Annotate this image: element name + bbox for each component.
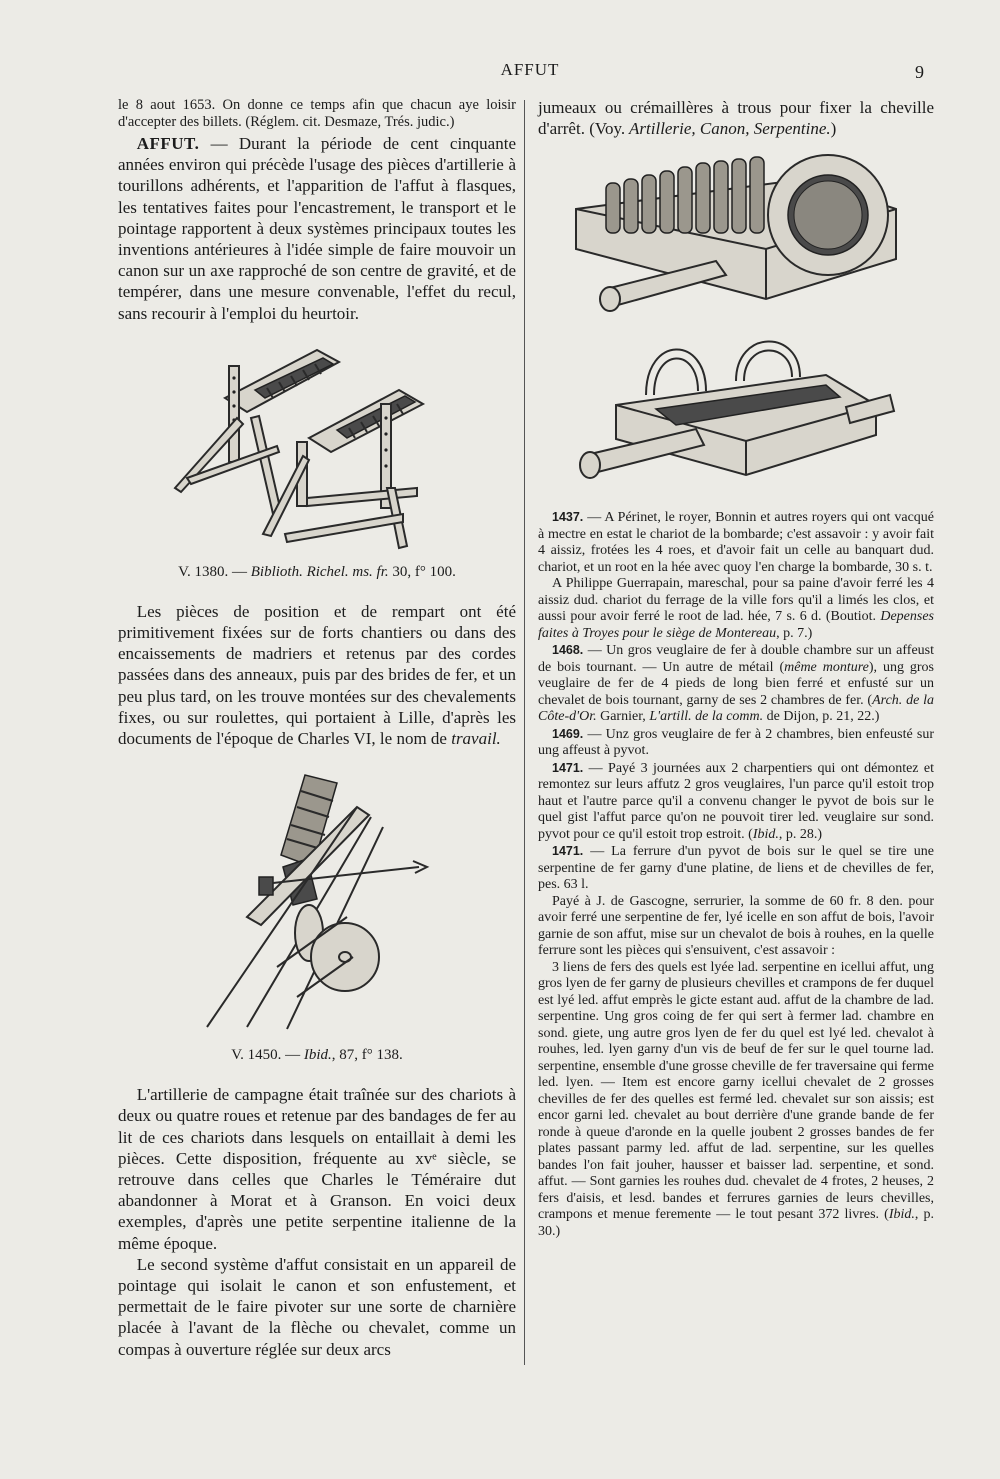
figure-2-caption: V. 1450. — Ibid., 87, f° 138. xyxy=(231,1047,403,1064)
barrel-rings xyxy=(606,157,764,233)
figure-1380 xyxy=(167,338,467,560)
entry-1437-cont: A Philippe Guerrapain, mareschal, pour sa paine d'avoir ferré les 4 aissiz dud. chariot du ferrage de la ville fors qu'il a limés les clos, et aussi pour avoir ferré le root de lad. hée, 7 s. 6 d. (Boutiot. Depenses faites à Troyes pour le siège de Montereau, p. 7.) xyxy=(538,576,934,641)
figure-serpentine-cradle xyxy=(566,149,906,325)
left-column xyxy=(118,97,516,1360)
rampart-paragraph: Les pièces de position et de rempart ont été primitivement fixées sur de forts chantiers ou dans des encaissements de madriers et retenus par des cordes passées dans des anneaux, puis par des brides de fer, et un peu plus tard, on les trouve montées sur des chevalements fixes, ou sur roulettes, qui portaient à Lille, d'après les documents de l'époque de Charles VI, le nom de travail. xyxy=(118,601,516,749)
intro-text: le 8 aout 1653. On donne ce temps afin que chacun aye loisir d'accepter des billets. (Réglem. cit. Desmaze, Trés. judic.) xyxy=(118,97,516,130)
entry-ferrure-list: 3 liens de fers des quels est lyée lad. serpentine en icellui affut, ung gros lyen de fer garny de plusieurs chevilles et crampons de fer duquel est lyé led. affut emprès le gicte estant aud. affut de la chambre de lad. serpentine. Ung gros coing de fer qui sert à fermer lad. chambre en sond. giete, ung autre gros lyen de fer du quel est lyé led. chevalot à rouhes, led. lyen garny d'un vis de beuf de fer sur le quel tourne lad. serpentine, ensemble d'une grosse cheville de fer traversaine qui ferme led. lyen. — Item est encore garny icellui chevalet de 2 grosses chevilles de fer des quelles est fermé led. chevalet sur son aissis; est encor garni led. chevalet au bout derrière d'une grande bande de fer ronde à queue d'aronde en la quelle joubent 2 grosses bandes de fer plates passant parmy led. affut de lad. serpentine, sur les quelles bandes l'on fait jouher, hausser et baisser lad. serpentine, et sond. affut. — Sont garnies les rouhes dud. chevalet de 4 frotes, 2 heuses, 2 fers d'aisis, et lesd. bandes et ferrures garnies de leurs chevilles, crampons et menue feremente — le tout pesant 372 livres. (Ibid., p. 30.) xyxy=(538,959,934,1239)
campaign-paragraph: L'artillerie de campagne était traînée sur des chariots à deux ou quatre roues et retenue par des bandages de fer au lit de ces chariots dans lesquels on entaillait à demi les pièces. Cette disposition, fréquente au xvᵉ siècle, se retrouve dans celles que Charles le Téméraire dut abandonner à Morat et à Granson. En voici deux exemples, d'après une petite serpentine italienne de la même époque. xyxy=(118,1085,516,1253)
entry-1437: 1437. — A Périnet, le royer, Bonnin et autres royers qui ont vacqué à mectre en estat le chariot de la bombarde; c'est assavoir : y avoir fait 4 aissiz, frotées les 4 roes, et d'avoir fait un celle au banquart dud. chariot, et un root en la hée avec quoy l'en charge la bombarde, 30 s. t. xyxy=(538,510,934,575)
figure-1450 xyxy=(187,767,447,1035)
entry-1469: 1469. — Unz gros veuglaire de fer à 2 chambres, bien enfeusté sur ung affeust à pyvot. xyxy=(538,726,934,759)
second-system-paragraph: Le second système d'affut consistait en un appareil de pointage qui isolait le canon et son enfustement, et permettait de le faire pivoter sur une sorte de charnière placée à l'avant de la flèche ou chevalet, comme un compas à ouverture réglée sur deux arcs xyxy=(118,1254,516,1359)
headword: AFFUT. xyxy=(136,134,200,153)
right-column xyxy=(538,97,934,1240)
entry-1471-b: 1471. — La ferrure d'un pyvot de bois sur le quel se tire une serpentine de fer garny d'une platine, de liens et de chevilles de fer, pes. 63 l. xyxy=(538,844,934,893)
figure-serpentine-bed xyxy=(576,335,896,495)
spacer xyxy=(538,495,934,509)
affut-paragraph: AFFUT. — Durant la période de cent cinquante années environ qui précède l'usage des pièces d'artillerie à tourillons adhérents, et l'apparition de l'affut à flasques, les tentatives faites pour l'encastrement, le transport et le pointage rapportent à deux systèmes principaux toutes les inventions antérieures à l'idée simple de faire mouvoir un canon sur un axe rapproché de son centre de gravité, et de tempérer, dans une mesure convenable, l'effet du recul, sans recourir à l'emploi du heurtoir. xyxy=(118,134,516,323)
page-number: 9 xyxy=(915,62,924,82)
entry-1468: 1468. — Un gros veuglaire de fer à double chambre sur un affeust de bois tournant. — Un autre de métail (même monture), ung gros veuglaire de fer de 4 pieds de long bien ferré et enfusté sur un chevalet de bois tournant, garny de ses 2 chambres de fer. (Arch. de la Côte-d'Or. Garnier, L'artill. de la comm. de Dijon, p. 21, 22.) xyxy=(538,643,934,725)
continuation-paragraph: jumeaux ou crémaillères à trous pour fixer la cheville d'arrêt. (Voy. Artillerie, Canon, Serpentine.) xyxy=(538,98,934,139)
figure-1-caption: V. 1380. — Biblioth. Richel. ms. fr. 30, f° 100. xyxy=(178,563,456,580)
entry-gascogne: Payé à J. de Gascogne, serrurier, la somme de 60 fr. 8 den. pour avoir ferré une serpentine de fer, lyé icelle en son affut de bois, l'avoir garnie de son affut, mise sur un chevalot de bois à rouhes, en la quelle ferrure sont les pièces qui s'ensuivent, c'est assavoir : xyxy=(538,893,934,959)
running-header: AFFUT xyxy=(500,60,560,79)
entry-1471-a: 1471. — Payé 3 journées aux 2 charpentiers qui ont démontez et remontez sur leurs affutz 2 gros veuglaires, l'un parce qu'il estoit trop haut et l'autre parce qu'il a convenu changer le pyvot de bois sur le quel gist l'affut parce qu'on ne pouvoit tirer led. veuglaire sur sond. pyvot pour ce qu'il estoit trop estroit. (Ibid., p. 28.) xyxy=(538,760,934,842)
column-rule xyxy=(524,100,525,1365)
